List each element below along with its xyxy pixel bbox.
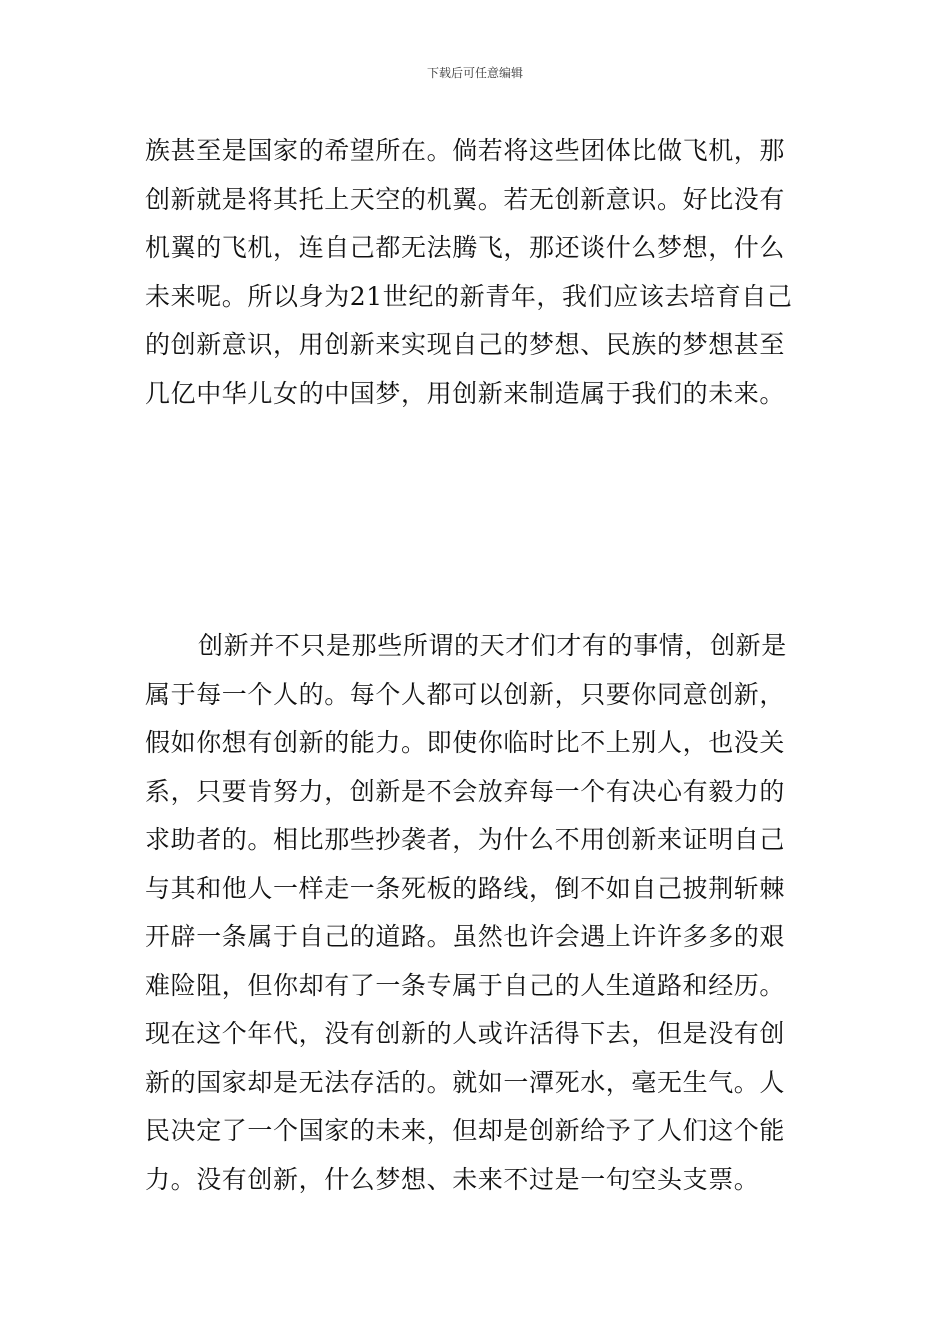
text-line: 创新就是将其托上天空的机翼。若无创新意识。好比没有 bbox=[145, 184, 786, 214]
text-line: 属于每一个人的。每个人都可以创新，只要你同意创新， bbox=[145, 679, 786, 709]
text-line: 机翼的飞机，连自己都无法腾飞，那还谈什么梦想，什么 bbox=[145, 233, 786, 262]
text-line: 几亿中华儿女的中国梦，用创新来制造属于我们的未来。 bbox=[145, 378, 786, 408]
text-line: 求助者的。相比那些抄袭者，为什么不用创新来证明自己 bbox=[145, 825, 786, 854]
text-line: 的创新意识，用创新来实现自己的梦想、民族的梦想甚至 bbox=[145, 330, 786, 359]
text-line: 力。没有创新，什么梦想、未来不过是一句空头支票。 bbox=[145, 1164, 760, 1194]
page-header-note: 下载后可任意编辑 bbox=[426, 66, 523, 80]
text-line: 开辟一条属于自己的道路。虽然也许会遇上许许多多的艰 bbox=[145, 922, 786, 951]
text-line: 民决定了一个国家的未来，但却是创新给予了人们这个能 bbox=[145, 1116, 786, 1145]
text-line: 假如你想有创新的能力。即使你临时比不上别人，也没关 bbox=[145, 728, 786, 757]
paragraph-1 bbox=[145, 127, 810, 418]
text-line: 现在这个年代，没有创新的人或许活得下去，但是没有创 bbox=[145, 1019, 786, 1048]
text-line: 难险阻，但你却有了一条专属于自己的人生道路和经历。 bbox=[145, 970, 786, 1000]
text-line: 新的国家却是无法存活的。就如一潭死水，毫无生气。人 bbox=[145, 1067, 786, 1097]
text-line: 系，只要肯努力，创新是不会放弃每一个有决心有毅力的 bbox=[145, 776, 786, 806]
text-line: 与其和他人一样走一条死板的路线，倒不如自己披荆斩棘 bbox=[145, 873, 786, 903]
text-line: 未来呢。所以身为21世纪的新青年，我们应该去培育自己 bbox=[145, 281, 793, 311]
paragraph-2 bbox=[145, 622, 810, 1204]
text-line: 族甚至是国家的希望所在。倘若将这些团体比做飞机，那 bbox=[145, 136, 786, 165]
text-line: 创新并不只是那些所谓的天才们才有的事情，创新是 bbox=[198, 631, 787, 660]
